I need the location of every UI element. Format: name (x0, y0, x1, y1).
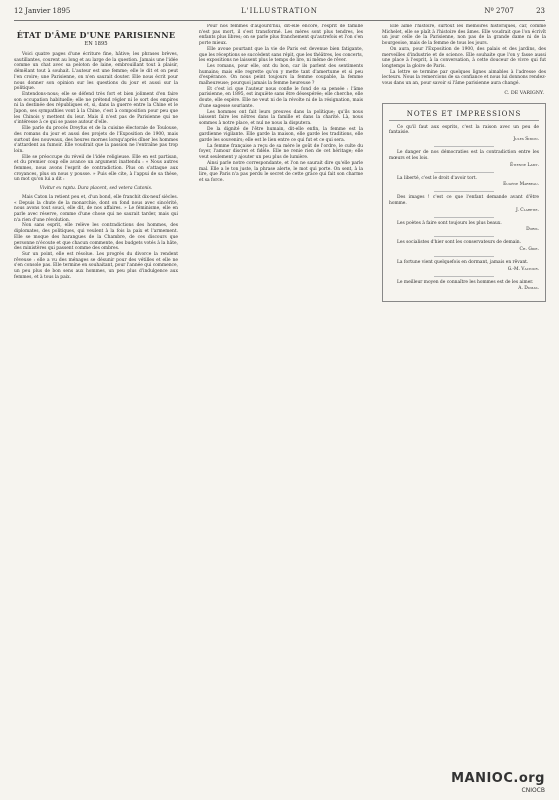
note-text: La fortune vient quelquefois en dormant, jamais en rêvant. (397, 260, 529, 266)
note-author: J. Claretie. (516, 207, 539, 213)
paragraph: Les hommes ont fait leurs preuves dans la politique; qu'ils nous laissent faire les nôtres dans la famille et dans la charité. Là, nous sommes à notre place, et nul ne nous la disputera. (199, 109, 363, 126)
note-text: Le danger de nos démocraties est la contradiction entre les mœurs et les lois. (389, 150, 539, 161)
paragraph: Elle parle du procès Dreyfus et de la cuisine électorale de Toulouse, des romans du jour et aussi des projets de l'Exposition de 1900, mais surtout des nouveaux, des heures mornes lorsqu'après dîner les hommes s'attardent au fumoir. Elle voudrait que la passion ne l'entraîne pas trop loin. (14, 126, 178, 154)
note-divider (434, 236, 494, 237)
column-1 (14, 24, 178, 769)
paragraph: Voici quatre pages d'une écriture fine, hâtive; les phrases brèves, sautillantes, courent au long et au large de la question. Jamais une l'idée comme un chat avec sa peloton de laine, embrouillant tout à plaisir, démêlant tout à souhait. L'auteur est une femme; elle le dit et on peut l'en croire; une Parisienne, on n'en saurait douter. Elle nous écrit pour nous donner son opinion sur les questions du jour et aussi sur la politique. (14, 52, 178, 92)
article-signature: C. DE VARIGNY. (504, 90, 544, 96)
note-author: Étienne Lamy. (510, 162, 539, 168)
paragraph: La lettre se termine par quelques lignes aimables à l'adresse des lecteurs. Nous la remercions de sa confiance et nous lui donnons rendez-vous dans un an, pour savoir si l'âme parisienne aura changé. (382, 69, 546, 87)
note-author: Jules Simon. (513, 137, 539, 143)
note-divider (434, 172, 494, 173)
note-text: Ce qu'il faut aux esprits, c'est la raison avec un peu de fantaisie. (389, 124, 539, 136)
watermark-footer (451, 771, 545, 795)
header-date: 12 Janvier 1895 (14, 7, 71, 15)
note-author: Eugène Marbeau. (503, 182, 539, 188)
watermark-brand: MANIOC.org (451, 771, 545, 786)
note-text: Les socialistes d'hier sont les conservateurs de demain. (397, 240, 522, 246)
paragraph: Mais Caton la retient peu et, d'un bond, elle franchit dix-neuf siècles. « Depuis la chute de la monarchie, dont on fond nous avec sincérité, nous avons tout souci, elle dit, de nos affaires. » Le féminisme, elle en parle avec réserve, comme d'une chose qui ne saurait tarder, mais qui n'a rien d'une révolution. (14, 194, 178, 223)
note-divider (434, 256, 494, 257)
header-masthead: L'ILLUSTRATION (241, 7, 318, 15)
note-divider (434, 146, 494, 147)
note-text: Les poètes à faire sont toujours les plus beaux. (397, 220, 502, 226)
paragraph: Elle avoue pourtant que la vie de Paris est devenue bien fatigante, que les réceptions se succèdent sans répit, que les théâtres, les concerts, les expositions ne laissent plus le temps de lire, ni même de rêver. (199, 46, 363, 64)
note-text: Le meilleur moyen de connaître les hommes est de les aimer. (397, 279, 534, 285)
paragraph: Et c'est ici que l'auteur nous confie le fond de sa pensée : l'âme parisienne, en 1895, est inquiète sans être désespérée; elle cherche, elle doute, elle espère. Elle ne veut ni de la révolte ni de la résignation, mais d'une sagesse souriante. (199, 86, 363, 109)
paragraph: Les romans, pour elle, ont du bon, car ils parlent des sentiments humains; mais elle regrette qu'on y mette tant d'amertume et si peu d'espérance. On nous peint toujours la femme coupable, la femme malheureuse; pourquoi jamais la femme heureuse ? (199, 63, 363, 87)
note-author: Ch. Gide. (519, 247, 539, 253)
note-divider (434, 217, 494, 218)
note-author: Doris. (526, 227, 539, 233)
paragraph: Ainsi parle notre correspondante, et l'on ne saurait dire qu'elle parle mal. Elle a le ton juste, la phrase alerte, le mot qui porte. On sent, à la lire, que Paris n'a pas perdu le secret de cette grâce qui fait son charme et sa force. (199, 160, 363, 183)
notes-box (382, 103, 546, 303)
column-3 (382, 24, 546, 769)
paragraph: La femme française a reçu de sa mère le goût de l'ordre, le culte du foyer, l'amour discret et fidèle. Elle ne renie rien de cet héritage; elle veut seulement y ajouter un peu plus de lumière. (199, 143, 363, 161)
header-issue: Nº 2707 (484, 7, 514, 15)
header-page-number: 23 (536, 7, 545, 15)
paragraph: Pour nos femmes d'aujourd'hui, dit-elle encore, l'esprit de famille n'est pas mort, il s'est transformé. Les mères sont plus tendres, les enfants plus libres; on se parle plus franchement qu'autrefois et l'on s'en porte mieux. (199, 24, 363, 47)
article-title: ÉTAT D'ÂME D'UNE PARISIENNE (16, 30, 176, 40)
paragraph: Elle se préoccupe du réveil de l'idée religieuse. Elle en est partisan, et du premier coup elle avance un argument inattendu : « Nous autres femmes, nous avons l'esprit de contradiction. Plus on s'attaque aux croyances, plus on nous y pousse. » Puis elle cite, à l'appui de sa thèse, un mot qu'on lui a dit : (14, 154, 178, 183)
paragraph: On aura, pour l'Exposition de 1900, des palais et des jardins, des merveilles d'industrie et de science. Elle souhaite que l'on y fasse aussi une place à l'esprit, à la conversation, à cette douceur de vivre qui fut longtemps la gloire de Paris. (382, 46, 546, 69)
watermark-subtitle: CNIOCB (521, 787, 545, 794)
note-author: G.-M. Valtour. (507, 266, 539, 272)
article-subtitle: EN 1895 (84, 41, 108, 47)
paragraph: De la dignité de l'être humain, dit-elle enfin, la femme est la gardienne vigilante. Elle garde la maison, elle garde les traditions, elle garde les souvenirs; elle est le lien entre ce qui fut et ce qui sera. (199, 126, 363, 144)
header-issue-page (464, 4, 545, 18)
notes-title: NOTES ET IMPRESSIONS (389, 108, 539, 121)
note-divider (434, 276, 494, 277)
paragraph: Non sans esprit, elle relève les contradictions des hommes, des diplomates, des politiques, qui veulent à la fois la paix et l'armement. Elle se moque des harangues de la Chambre, de ces discours que personne n'écoute et que chacun commente, des budgets votés à la hâte, des ministères qui passent comme des ombres. (14, 223, 178, 252)
paragraph: Entendons-nous; elle se défend très fort et bien joliment d'en faire son occupation habituelle; elle ne prétend régler ni le sort des empires ni la destinée des républiques et, si, dans la guerre entre la Chine et le Japon, ses sympathies vont à la Chine, c'est à composition pour peu que les Chinois y mettent du leur. Mais il n'est pas de Parisienne qui ne s'intéresse à ce qui se passe autour d'elle. (14, 91, 178, 126)
column-2 (199, 24, 363, 769)
note-text: Des images ! c'est ce que l'enfant demande avant d'être homme. (389, 195, 539, 206)
paragraph: Sur un point, elle est résolue. Les progrès du divorce la rendent rêveuse : elle a vu des ménages se désunir pour des vétilles et elle ne s'en console pas. Elle termine en souhaitant, pour l'année qui commence, un peu plus de bon sens aux hommes, un peu plus d'indulgence aux femmes, et à tous la paix. (14, 251, 178, 280)
header-rule (14, 20, 545, 21)
note-divider (434, 191, 494, 192)
page-header (14, 4, 545, 18)
note-author: A. Dumas. (518, 286, 539, 292)
quotation: Vivitur ex raptu. Dura placent, sed vetera Catonis. (39, 186, 153, 192)
note-text: La liberté, c'est le droit d'avoir tort. (397, 175, 477, 181)
paragraph: Elle aime l'histoire, surtout les mémoires historiques, car, comme Michelet, elle se plaît à l'histoire des âmes. Elle voudrait que l'on écrivît un jour celle de la Parisienne, non pas de la grande dame ni de la bourgeoise, mais de la femme de tous les jours. (382, 24, 546, 47)
